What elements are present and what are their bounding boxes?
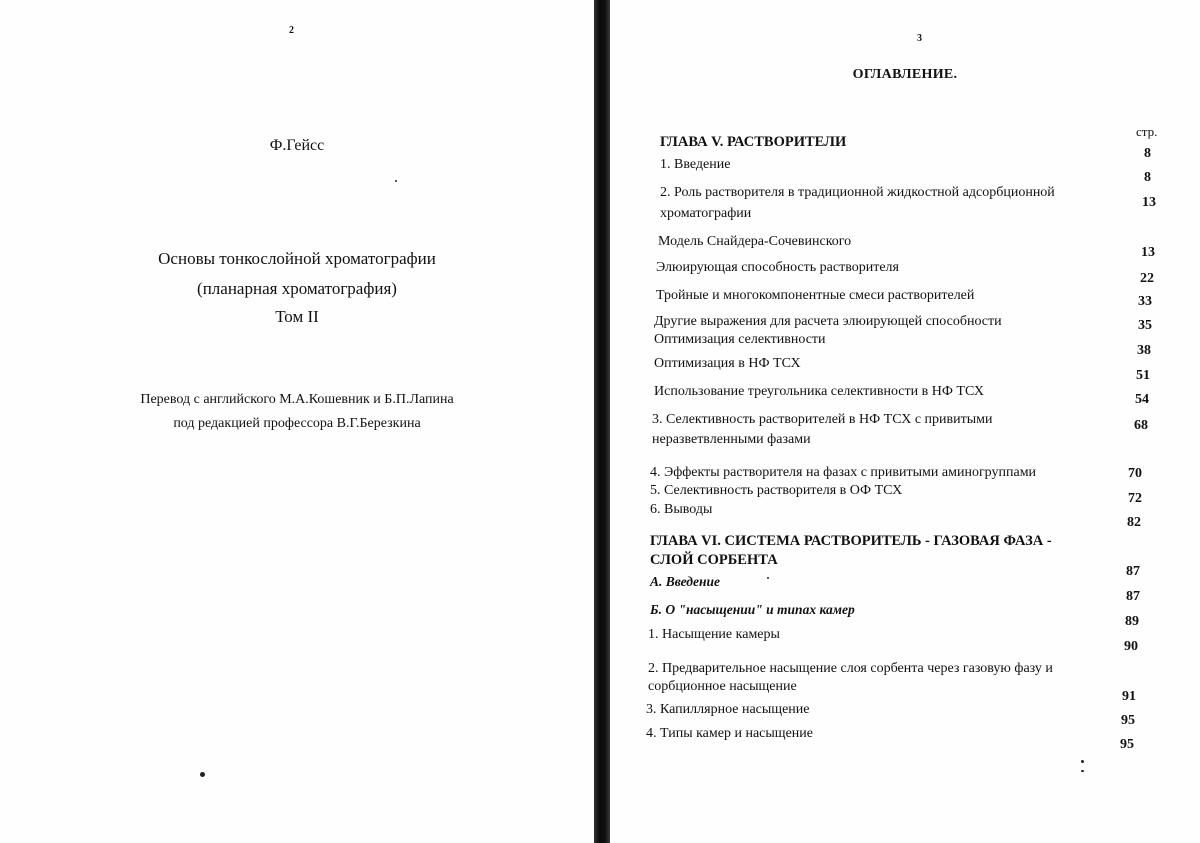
volume-label: Том II — [275, 307, 319, 326]
toc-page-number: 51 — [1136, 368, 1150, 383]
toc-entry-text: Б. О "насыщении" и типах камер — [650, 602, 855, 617]
toc-entry-text: Тройные и многокомпонентные смеси растворителей — [656, 288, 975, 303]
toc-page-number: 13 — [1142, 195, 1156, 210]
toc-entry — [610, 627, 1200, 647]
toc-page-number: 72 — [1128, 491, 1142, 506]
toc-entry-text: 6. Выводы — [650, 502, 713, 517]
toc-entry-text: 3. Селективность растворителей в НФ ТСХ с привитыми — [652, 412, 993, 427]
toc-entry-text: 4. Типы камер и насыщение — [646, 726, 813, 741]
toc-page-number: 95 — [1120, 737, 1134, 752]
toc-entry — [610, 157, 1200, 177]
toc-entry — [610, 502, 1200, 522]
toc-entry-text: 2. Роль растворителя в традиционной жидкостной адсорбционной — [660, 185, 1055, 200]
toc-page-number: 82 — [1127, 515, 1141, 530]
toc-chapter-heading — [610, 533, 1200, 553]
toc-entry — [610, 260, 1200, 280]
speck-mark — [1081, 760, 1084, 763]
toc-page-number: 54 — [1135, 392, 1149, 407]
toc-section-heading — [610, 574, 1200, 594]
toc-chapter-heading — [610, 134, 1200, 154]
toc-entry-text: неразветвленными фазами — [652, 432, 811, 447]
toc-entry — [610, 288, 1200, 308]
toc-entry-text: хроматографии — [660, 206, 752, 221]
toc-page-number: 87 — [1126, 589, 1140, 604]
toc-entry-text: 1. Насыщение камеры — [648, 627, 780, 642]
toc-entry-text: 2. Предварительное насыщение слоя сорбента через газовую фазу и — [648, 661, 1053, 676]
toc-entry — [610, 412, 1200, 432]
toc-entry-text: сорбционное насыщение — [648, 679, 797, 694]
toc-entry-text: Оптимизация селективности — [654, 332, 826, 347]
toc-entry — [610, 679, 1200, 699]
toc-entry — [610, 432, 1200, 452]
left-page — [0, 0, 594, 843]
toc-page-number: 90 — [1124, 639, 1138, 654]
toc-heading: ОГЛАВЛЕНИЕ. — [852, 67, 958, 82]
toc-page-number: 8 — [1144, 146, 1151, 161]
toc-entry-text: 1. Введение — [660, 157, 731, 172]
toc-entry-text: 5. Селективность растворителя в ОФ ТСХ — [650, 483, 903, 498]
speck-mark — [767, 577, 769, 579]
toc-entry — [610, 206, 1200, 226]
toc-page-number: 22 — [1140, 271, 1154, 286]
left-page-number: 2 — [289, 25, 294, 36]
book-subtitle: (планарная хроматография) — [197, 279, 397, 298]
toc-entry — [610, 661, 1200, 681]
toc-entry-text: Элюирующая способность растворителя — [656, 260, 899, 275]
toc-page-number: 89 — [1125, 614, 1139, 629]
toc-entry-text: ГЛАВА V. РАСТВОРИТЕЛИ — [660, 134, 847, 150]
toc-page-number: 68 — [1134, 418, 1148, 433]
toc-page-number: 35 — [1138, 318, 1152, 333]
toc-entry-text: СЛОЙ СОРБЕНТА — [650, 552, 778, 568]
toc-entry — [610, 185, 1200, 205]
toc-entry-text: Использование треугольника селективности в НФ ТСХ — [654, 384, 985, 399]
toc-page-number: 33 — [1138, 294, 1152, 309]
toc-page-number: 70 — [1128, 466, 1142, 481]
toc-page-number: 87 — [1126, 564, 1140, 579]
toc-entry-text: Модель Снайдера-Сочевинского — [658, 234, 852, 249]
toc-page-number: 13 — [1141, 245, 1155, 260]
book-gutter — [594, 0, 610, 843]
toc-section-heading — [610, 602, 1200, 622]
toc-entry — [610, 234, 1200, 254]
page-column-header: стр. — [1136, 124, 1158, 139]
editor-line: под редакцией профессора В.Г.Березкина — [173, 416, 421, 431]
right-page-number: 3 — [917, 33, 922, 44]
translators-line: Перевод с английского М.А.Кошевник и Б.П.Лапина — [140, 392, 454, 407]
toc-page-number: 38 — [1137, 343, 1151, 358]
toc-entry-text: ГЛАВА VI. СИСТЕМА РАСТВОРИТЕЛЬ - ГАЗОВАЯ ФАЗА - — [650, 533, 1052, 549]
toc-entry — [610, 465, 1200, 485]
toc-entry-text: Оптимизация в НФ ТСХ — [654, 356, 801, 371]
toc-page-number: 8 — [1144, 170, 1151, 185]
right-page — [610, 0, 1200, 843]
author-name: Ф.Гейсс — [269, 137, 325, 154]
toc-entry-text: Другие выражения для расчета элюирующей способности — [654, 314, 1002, 329]
toc-entry-text: А. Введение — [650, 574, 720, 589]
toc-entry — [610, 356, 1200, 376]
speck-mark — [1081, 770, 1084, 772]
toc-entry — [610, 314, 1200, 334]
toc-entry — [610, 726, 1200, 746]
toc-entry — [610, 483, 1200, 503]
speck-mark — [395, 180, 397, 182]
toc-entry-text: 4. Эффекты растворителя на фазах с привитыми аминогруппами — [650, 465, 1037, 480]
toc-entry — [610, 384, 1200, 404]
book-title: Основы тонкослойной хроматографии — [158, 249, 436, 268]
toc-entry-text: 3. Капиллярное насыщение — [646, 702, 810, 717]
toc-entry — [610, 332, 1200, 352]
toc-chapter-heading — [610, 552, 1200, 572]
toc-page-number: 95 — [1121, 713, 1135, 728]
speck-mark — [200, 772, 205, 777]
toc-entry — [610, 702, 1200, 722]
toc-page-number: 91 — [1122, 689, 1136, 704]
